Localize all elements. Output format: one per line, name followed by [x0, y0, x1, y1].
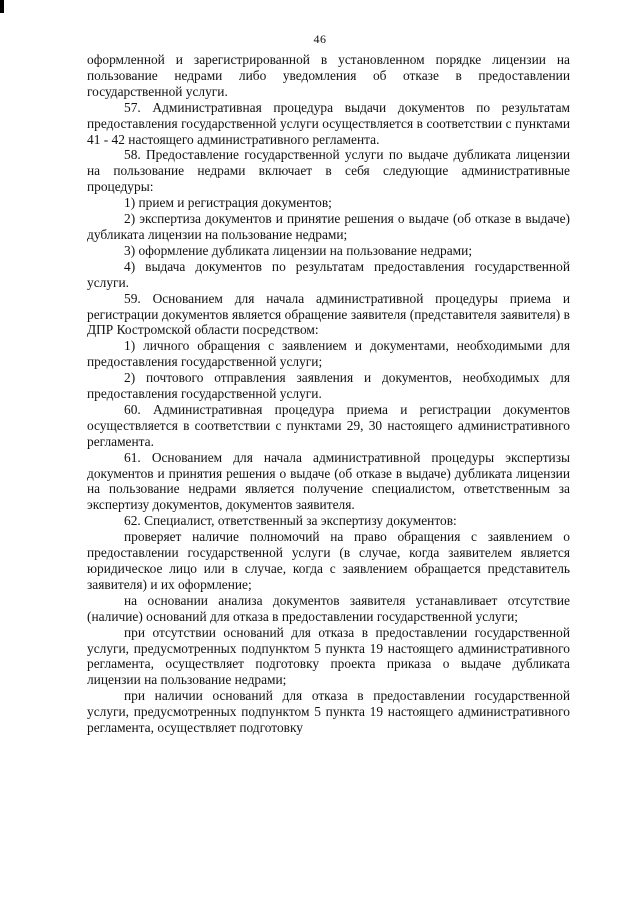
paragraph-continuation: оформленной и зарегистрированной в установленном порядке лицензии на пользование недрами либо уведомления об отказе в предоставлении государственной услуги.	[87, 52, 570, 99]
paragraph-57: 57. Административная процедура выдачи документов по результатам предоставления государственной услуги осуществляется в соответствии с пунктами 41 - 42 настоящего административного регламента.	[87, 99, 570, 147]
paragraph-61: 61. Основанием для начала административной процедуры экспертизы документов и принятия решения о выдаче (об отказе в выдаче) дубликата лицензии на пользование недрами является получение специалистом, ответственным за экспертизу документов, документов заявителя.	[87, 449, 570, 513]
paragraph-58: 58. Предоставление государственной услуги по выдаче дубликата лицензии на пользование недрами включает в себя следующие административные процедуры:	[87, 147, 570, 195]
list-item-58-4: 4) выдача документов по результатам предоставления государственной услуги.	[87, 258, 570, 290]
paragraph-62-item-4: при наличии оснований для отказа в предоставлении государственной услуги, предусмотренных подпунктом 5 пункта 19 настоящего административного регламента, осуществляет подготовку	[87, 688, 570, 736]
list-item-58-3: 3) оформление дубликата лицензии на пользование недрами;	[124, 242, 473, 258]
list-item-58-1: 1) прием и регистрация документов;	[124, 195, 332, 211]
list-item-59-2: 2) почтового отправления заявления и документов, необходимых для предоставления государственной услуги.	[87, 370, 570, 402]
paragraph-62-item-2: на основании анализа документов заявителя устанавливает отсутствие (наличие) оснований для отказа в предоставлении государственной услуги;	[87, 592, 570, 624]
paragraph-62-item-3: при отсутствии оснований для отказа в предоставлении государственной услуги, предусмотренных подпунктом 5 пункта 19 настоящего административного регламента, осуществляет подготовку проекта приказа о выдаче дубликата лицензии на пользование недрами;	[87, 624, 570, 688]
paragraph-59: 59. Основанием для начала административной процедуры приема и регистрации документов является обращение заявителя (представителя заявителя) в ДПР Костромской области посредством:	[87, 290, 570, 338]
list-item-59-1: 1) личного обращения с заявлением и документами, необходимыми для предоставления государственной услуги;	[87, 338, 570, 370]
page-number: 46	[313, 32, 327, 46]
document-body	[87, 52, 570, 736]
scan-corner-mark	[0, 0, 4, 13]
list-item-58-2: 2) экспертиза документов и принятие решения о выдаче (об отказе в выдаче) дубликата лицензии на пользование недрами;	[87, 211, 570, 242]
paragraph-60: 60. Административная процедура приема и регистрации документов осуществляется в соответствии с пунктами 29, 30 настоящего административного регламента.	[87, 401, 570, 449]
paragraph-62: 62. Специалист, ответственный за экспертизу документов:	[124, 513, 457, 529]
paragraph-62-item-1: проверяет наличие полномочий на право обращения с заявлением о предоставлении государственной услуги (в случае, когда заявителем является юридическое лицо или в случае, когда с заявлением обращается представитель заявителя) и их оформление;	[87, 529, 570, 592]
